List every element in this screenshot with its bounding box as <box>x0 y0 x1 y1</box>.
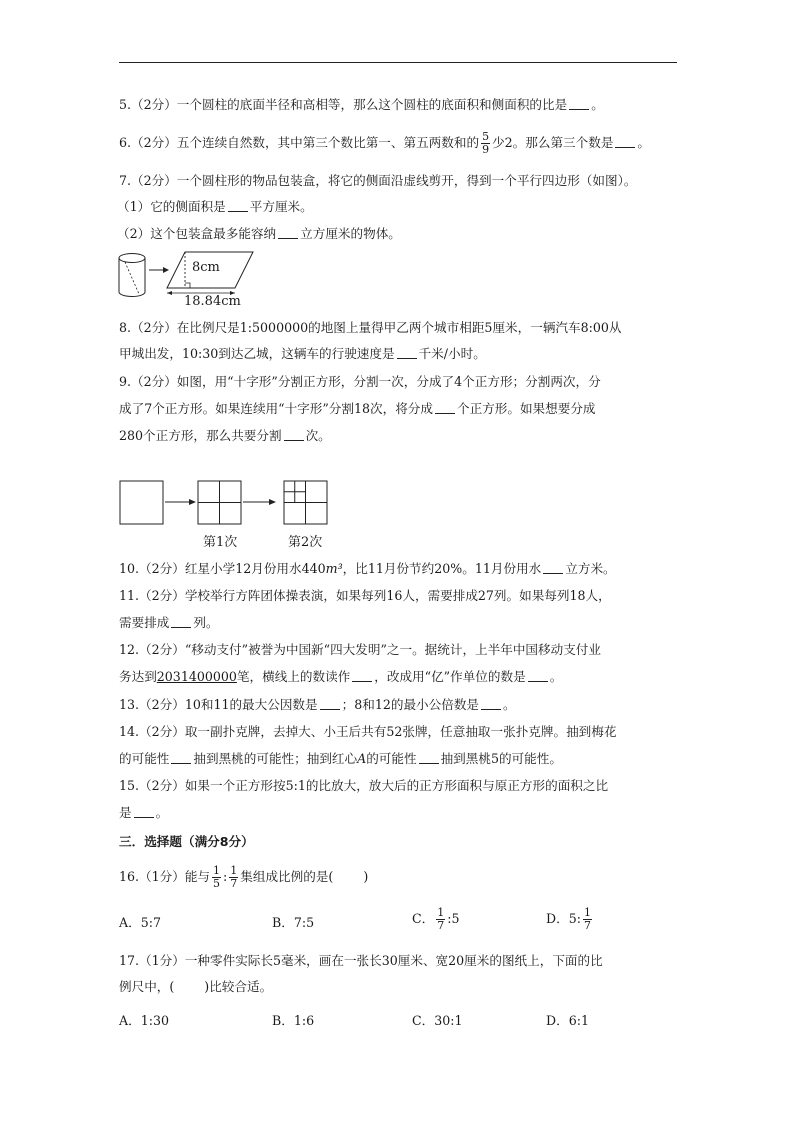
answer-blank[interactable] <box>278 226 298 239</box>
figure-caption-1: 第1次 <box>203 535 238 550</box>
answer-blank[interactable] <box>543 561 563 574</box>
figure-height-label: 8cm <box>192 260 220 275</box>
question-12: 12.（2分）“移动支付”被誉为中国新“四大发明”之一。据统计，上半年中国移动支付业 <box>119 642 601 657</box>
question-16: 16.（1分）能与 $\frac{1}{5}$ : $\frac{1}{7}$ 集组成比例的是( ) <box>119 864 369 890</box>
question-13: 13.（2分）10和11的最大公因数是 ；8和12的最小公倍数是 。 <box>119 697 516 712</box>
question-10: 10.（2分）红星小学12月份用水440m³，比11月份节约20%。11月份用水 立方米。 <box>119 561 616 576</box>
answer-blank[interactable] <box>397 346 417 359</box>
section-title: 三．选择题（满分8分） <box>119 834 254 849</box>
question-11-line-2: 需要排成 列。 <box>119 615 219 630</box>
answer-blank[interactable] <box>320 697 340 710</box>
question-15: 15.（2分）如果一个正方形按5:1的比放大，放大后的正方形面积与原正方形的面积之比 <box>119 778 609 793</box>
question-8-line-2: 甲城出发，10:30到达乙城，这辆车的行驶速度是 千米/小时。 <box>119 346 486 361</box>
fraction-1-7: $\frac{1}{7}$ <box>230 864 238 890</box>
option-b[interactable]: B．1:6 <box>272 1013 315 1028</box>
question-7-part-2: （2）这个包装盒最多能容纳 立方厘米的物体。 <box>117 226 401 241</box>
answer-blank[interactable] <box>352 669 372 682</box>
fraction-1-5: $\frac{1}{5}$ <box>213 864 221 890</box>
option-a[interactable]: A．1:30 <box>119 1013 169 1028</box>
answer-blank[interactable] <box>134 805 154 818</box>
option-d[interactable]: D．6:1 <box>546 1013 589 1028</box>
cross-division-figure <box>119 480 339 526</box>
option-d[interactable]: D．5: $\frac{1}{7}$ <box>546 906 591 932</box>
option-c[interactable]: C． $\frac{1}{7}$ :5 <box>412 906 460 932</box>
option-a[interactable]: A．5:7 <box>119 915 161 930</box>
question-5: 5.（2分）一个圆柱的底面半径和高相等，那么这个圆柱的底面积和侧面积的比是 。 <box>119 97 604 112</box>
question-12-line-2: 务达到2031400000笔，横线上的数读作 ，改成用“亿”作单位的数是 。 <box>119 669 563 684</box>
answer-blank[interactable] <box>228 199 248 212</box>
question-6: 6.（2分）五个连续自然数，其中第三个数比第一、第五两数和的 $\frac{5}{9}$ 少2。那么第三个数是 。 <box>119 130 651 156</box>
question-11: 11.（2分）学校举行方阵团体操表演，如果每列16人，需要排成27列。如果每列18人， <box>119 588 611 603</box>
question-17: 17.（1分）一种零件实际长5毫米，画在一张长30厘米、宽20厘米的图纸上，下面的比 <box>119 953 603 968</box>
answer-blank[interactable] <box>435 401 455 414</box>
question-14: 14.（2分）取一副扑克牌，去掉大、小王后共有52张牌，任意抽取一张扑克牌。抽到梅花 <box>119 724 617 739</box>
answer-blank[interactable] <box>171 615 191 628</box>
answer-blank[interactable] <box>569 97 589 110</box>
question-9-line-3: 280个正方形，那么共要分割 次。 <box>119 428 331 443</box>
figure-base-label: 18.84cm <box>184 294 241 309</box>
answer-blank[interactable] <box>481 697 501 710</box>
question-9-line-2: 成了7个正方形。如果连续用“十字形”分割18次，将分成 个正方形。如果想要分成 <box>119 401 596 416</box>
figure-caption-2: 第2次 <box>288 535 323 550</box>
header-rule <box>119 62 677 63</box>
question-7-part-1: （1）它的侧面积是 平方厘米。 <box>117 199 313 214</box>
question-9: 9.（2分）如图，用“十字形”分割正方形，分割一次，分成了4个正方形；分割两次，分 <box>119 374 601 389</box>
answer-blank[interactable] <box>528 669 548 682</box>
question-14-line-2: 的可能性 抽到黑桃的可能性；抽到红心A的可能性 抽到黑桃5的可能性。 <box>119 751 562 766</box>
question-8: 8.（2分）在比例尺是1:5000000的地图上量得甲乙两个城市相距5厘米，一辆汽车8:00从 <box>119 320 622 335</box>
question-15-line-2: 是 。 <box>119 805 169 820</box>
option-c[interactable]: C．30:1 <box>412 1013 463 1028</box>
question-7: 7.（2分）一个圆柱形的物品包装盒，将它的侧面沿虚线剪开，得到一个平行四边形（如图）。 <box>119 173 637 188</box>
option-b[interactable]: B．7:5 <box>272 915 315 930</box>
answer-blank[interactable] <box>615 135 635 148</box>
answer-blank[interactable] <box>171 751 191 764</box>
question-17-line-2: 例尺中，( )比较合适。 <box>119 979 273 994</box>
answer-blank[interactable] <box>284 428 304 441</box>
fraction-5-9: $\frac{5}{9}$ <box>482 130 490 156</box>
answer-blank[interactable] <box>419 751 439 764</box>
